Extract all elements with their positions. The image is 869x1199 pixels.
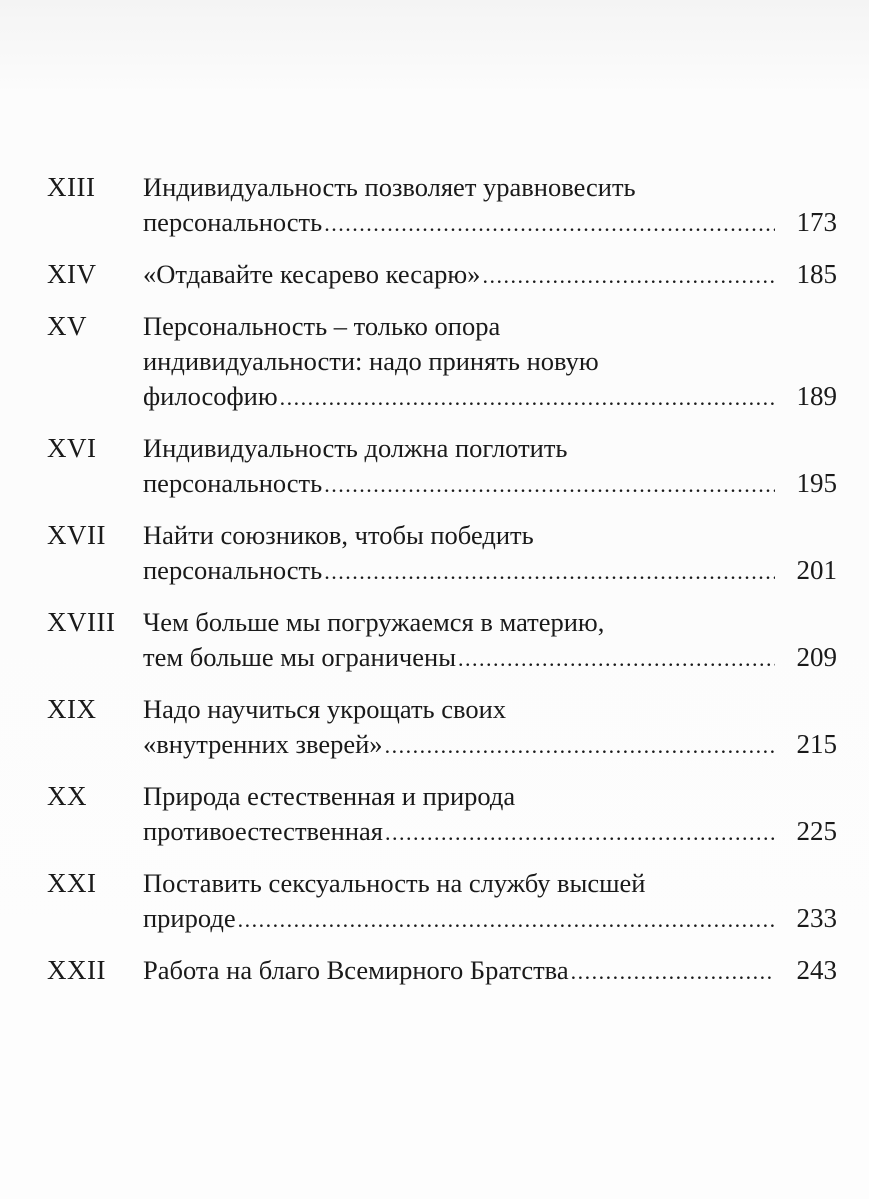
title-line: Надо научиться укрощать своих	[143, 694, 507, 724]
title-last-line	[143, 257, 843, 292]
page-number: 209	[796, 642, 837, 672]
dot-leader	[324, 554, 775, 589]
page-number: 225	[796, 816, 837, 846]
chapter-title	[143, 866, 843, 936]
title-last-line	[143, 466, 843, 501]
title-last-line	[143, 727, 843, 762]
page-number: 185	[796, 259, 837, 289]
dot-leader	[385, 728, 775, 763]
chapter-title	[143, 518, 843, 588]
chapter-number: XXII	[47, 955, 106, 985]
page-number: 201	[796, 555, 837, 585]
chapter-number: XIII	[47, 172, 96, 202]
title-line: персональность	[143, 207, 323, 237]
dot-leader	[458, 641, 775, 676]
chapter-number: XIX	[47, 694, 97, 724]
title-line: Природа естественная и природа	[143, 781, 516, 811]
title-line: философию	[143, 381, 278, 411]
title-line: Персональность – только опора	[143, 311, 501, 341]
dot-leader	[324, 467, 775, 502]
title-line: тем больше мы ограничены	[143, 642, 456, 672]
title-line: Индивидуальность должна поглотить	[143, 433, 568, 463]
page-number: 195	[796, 468, 837, 498]
title-line: Найти союзников, чтобы победить	[143, 520, 534, 550]
page-number: 243	[796, 955, 837, 985]
chapter-title	[143, 431, 843, 501]
title-line: Поставить сексуальность на службу высшей	[143, 868, 646, 898]
chapter-title	[143, 692, 843, 762]
title-line: Индивидуальность позволяет уравновесить	[143, 172, 636, 202]
chapter-number: XVII	[47, 520, 106, 550]
chapter-title	[143, 257, 843, 292]
dot-leader	[571, 954, 775, 989]
title-line: индивидуальности: надо принять новую	[143, 346, 599, 376]
chapter-number: XXI	[47, 868, 97, 898]
dot-leader	[324, 206, 775, 241]
dot-leader	[238, 902, 775, 937]
chapter-number: XX	[47, 781, 87, 811]
title-line: «внутренних зверей»	[143, 729, 383, 759]
page-number: 173	[796, 207, 837, 237]
chapter-title	[143, 953, 843, 988]
title-line: противоестественная	[143, 816, 383, 846]
chapter-title	[143, 309, 843, 414]
title-line: Чем больше мы погружаемся в материю,	[143, 607, 605, 637]
title-line: персональность	[143, 555, 323, 585]
chapter-number: XV	[47, 311, 87, 341]
title-line: природе	[143, 903, 236, 933]
chapter-title	[143, 779, 843, 849]
page-number: 215	[796, 729, 837, 759]
title-last-line	[143, 205, 843, 240]
title-last-line	[143, 953, 843, 988]
title-line: персональность	[143, 468, 323, 498]
title-last-line	[143, 901, 843, 936]
title-last-line	[143, 814, 843, 849]
title-line: Работа на благо Всемирного Братства	[143, 955, 569, 985]
dot-leader	[385, 815, 775, 850]
title-last-line	[143, 640, 843, 675]
chapter-number: XVIII	[47, 607, 116, 637]
chapter-title	[143, 170, 843, 240]
chapter-number: XVI	[47, 433, 97, 463]
dot-leader	[280, 380, 775, 415]
title-line: «Отдавайте кесарево кесарю»	[143, 259, 481, 289]
title-last-line	[143, 379, 843, 414]
title-last-line	[143, 553, 843, 588]
page-number: 189	[796, 381, 837, 411]
page-number: 233	[796, 903, 837, 933]
dot-leader	[482, 258, 775, 293]
chapter-number: XIV	[47, 259, 97, 289]
chapter-title	[143, 605, 843, 675]
